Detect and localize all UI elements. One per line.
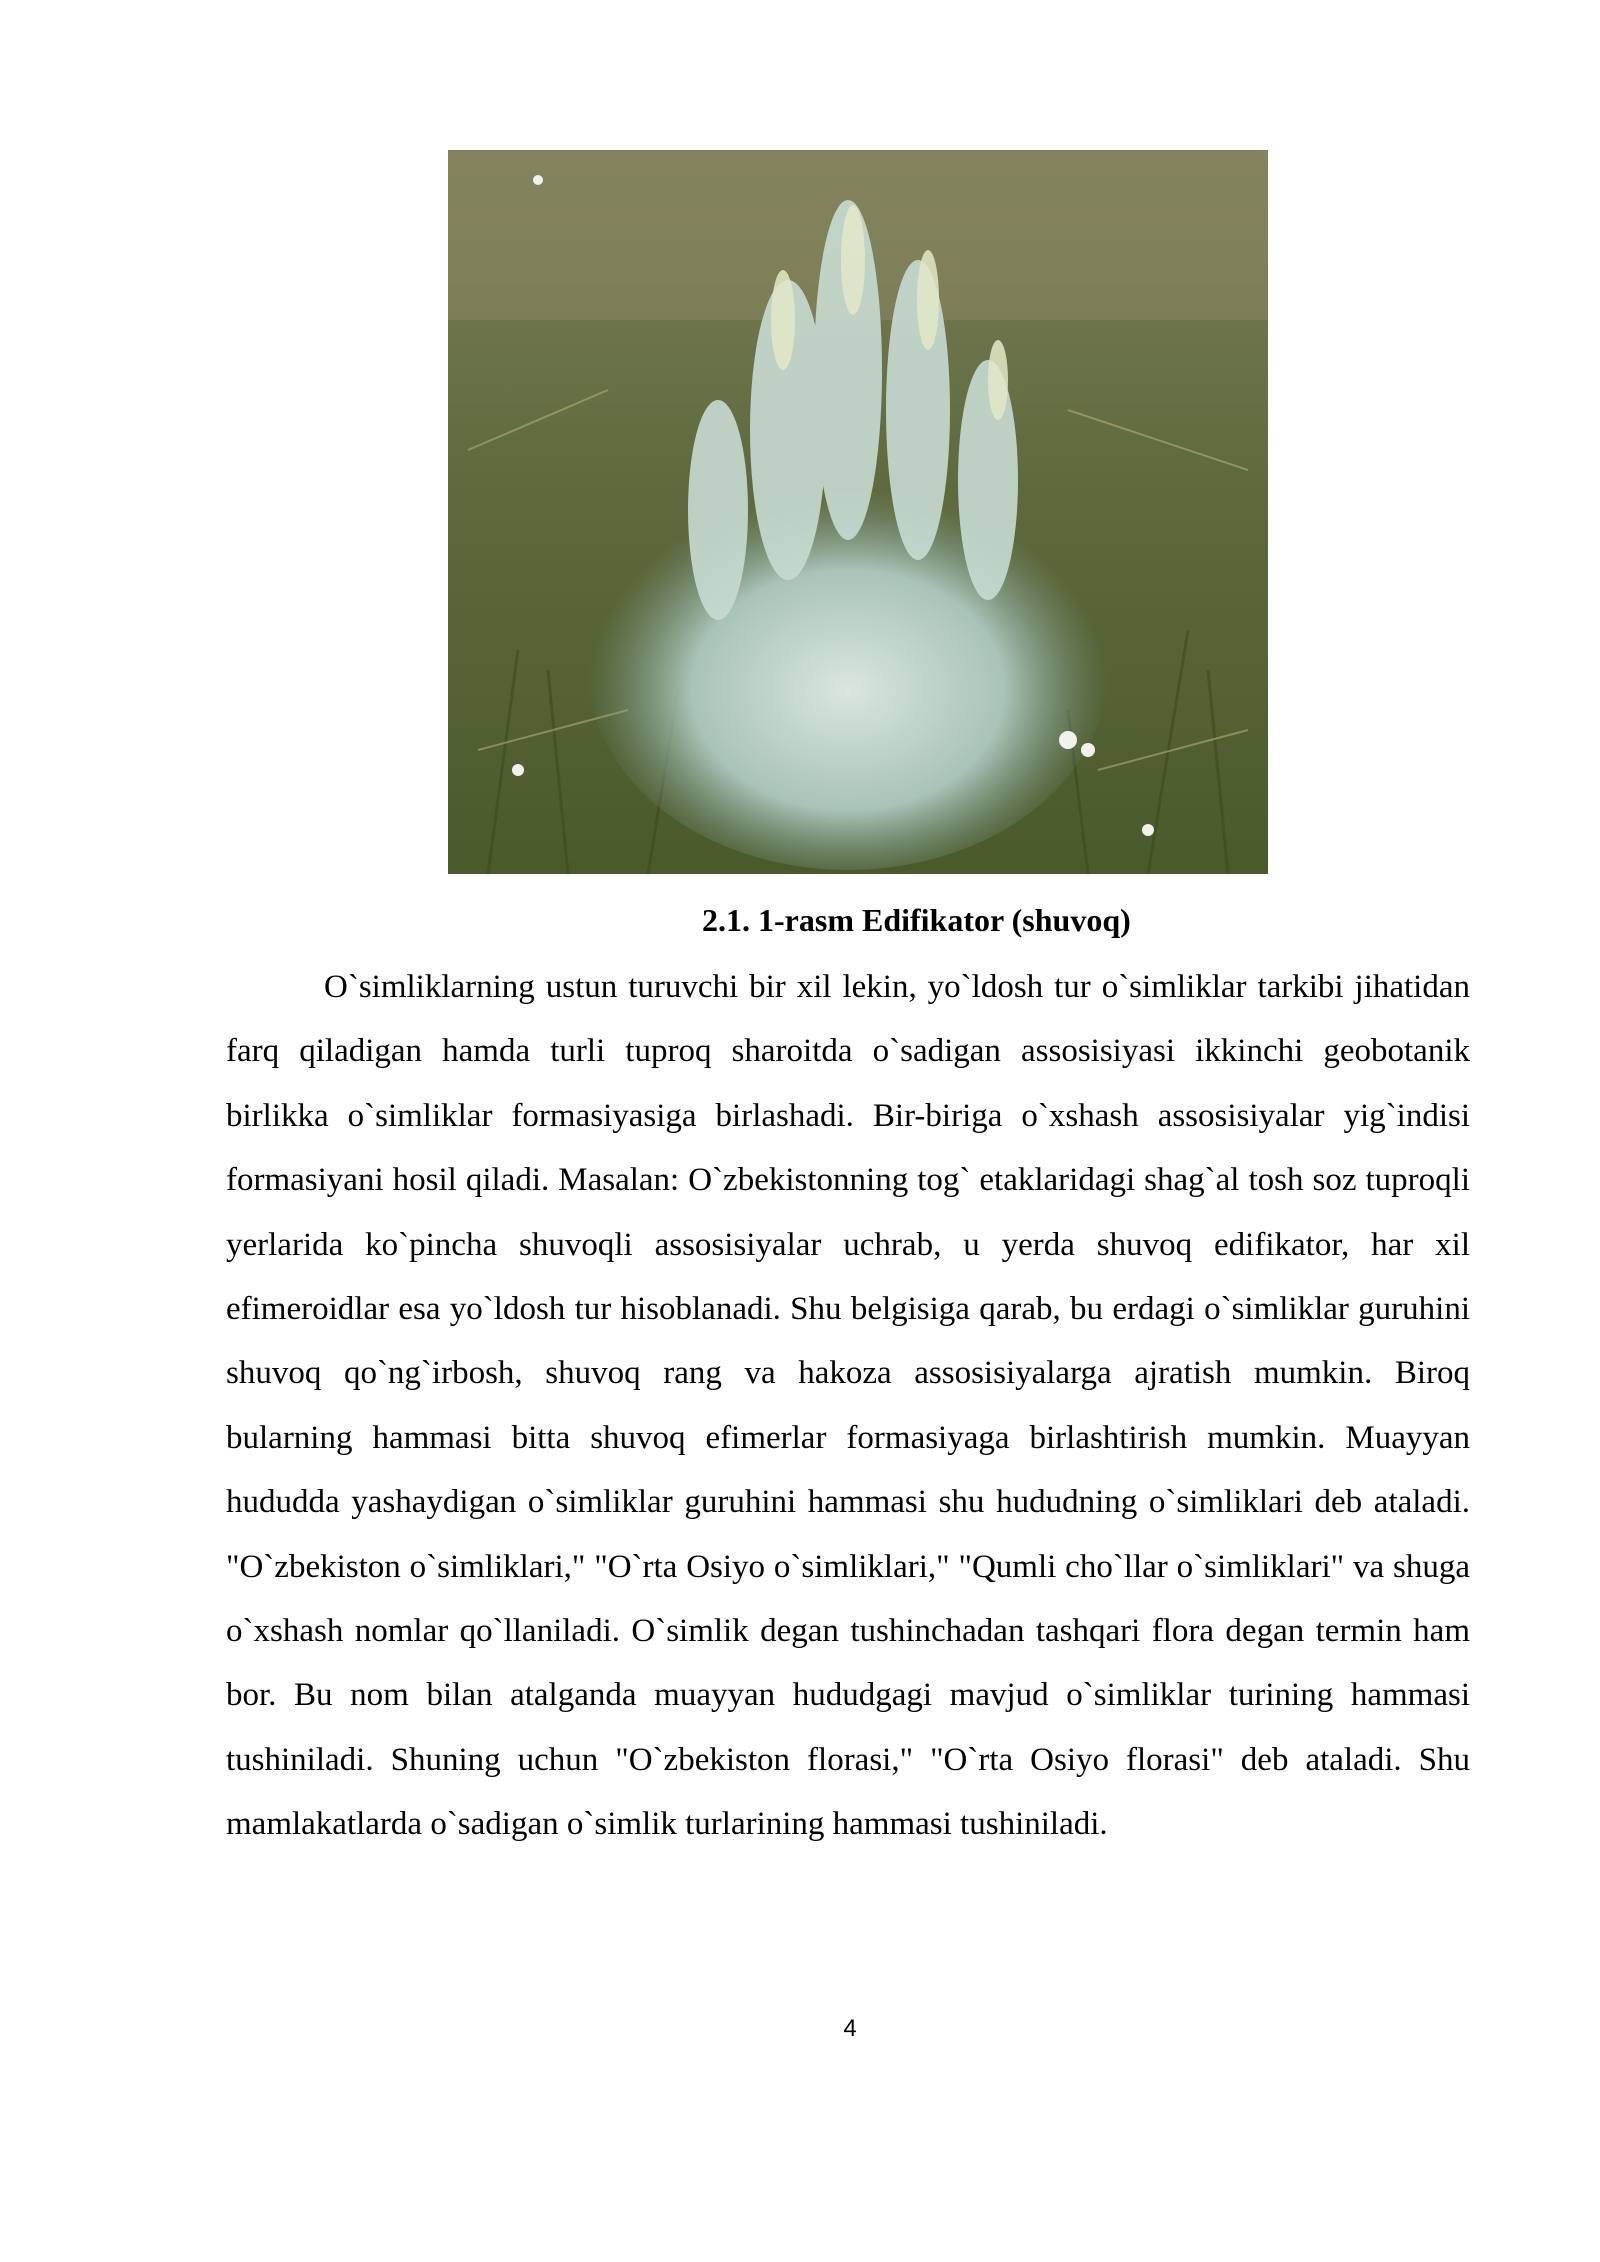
body-paragraph: O`simliklarning ustun turuvchi bir xil lekin, yo`ldosh tur o`simliklar tarkibi jihatidan farq qiladigan hamda turli tuproq sharoitda o`sadigan assosisiyasi ikkinchi geobotanik birlikka o`simliklar formasiyasiga birlashadi. Bir-biriga o`xshash assosisiyalar yig`indisi formasiyani hosil qiladi. Masalan: O`zbekistonning tog` etaklaridagi shag`al tosh soz tuproqli yerlarida ko`pincha shuvoqli assosisiyalar uchrab, u yerda shuvoq edifikator, har xil efimeroidlar esa yo`ldosh tur hisoblanadi. Shu belgisiga qarab, bu erdagi o`simliklar guruhini shuvoq qo`ng`irbosh, shuvoq rang va hakoza assosisiyalarga ajratish mumkin. Biroq bularning hammasi bitta shuvoq efimerlar formasiyaga birlashtirish mumkin. Muayyan hududda yashaydigan o`simliklar guruhini hammasi shu hududning o`simliklari deb ataladi. "O`zbekiston o`simliklari," "O`rta Osiyo o`simliklari," "Qumli cho`llar o`simliklari" va shuga o`xshash nomlar qo`llaniladi. O`simlik degan tushinchadan tashqari flora degan termin ham bor. Bu nom bilan atalganda muayyan hududgagi mavjud o`simliklar turining hammasi tushiniladi. Shuning uchun "O`zbekiston florasi," "O`rta Osiyo florasi" deb ataladi. Shu mamlakatlarda o`sadigan o`simlik turlarining hammasi tushiniladi.: [226, 969, 1470, 1843]
figure-caption: 2.1. 1-rasm Edifikator (shuvoq): [702, 902, 1131, 938]
page-number: 4: [843, 2015, 857, 2042]
plant-photo: [448, 150, 1268, 874]
